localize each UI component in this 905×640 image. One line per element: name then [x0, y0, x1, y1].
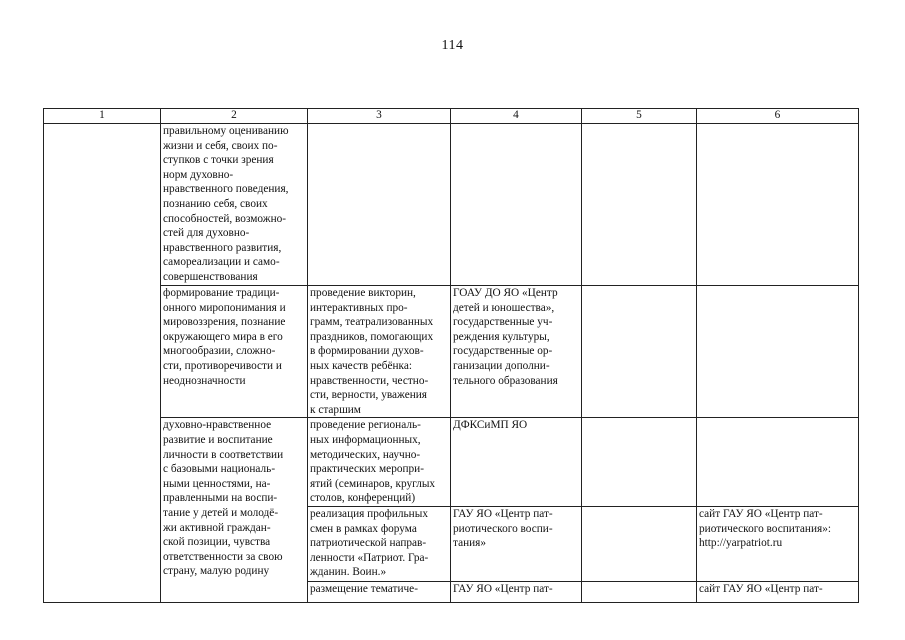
table-cell-col6	[697, 418, 859, 507]
document-table	[43, 108, 859, 603]
table-cell-col5	[582, 418, 697, 507]
table-cell-col5	[582, 581, 697, 602]
table-row	[44, 124, 859, 286]
table-cell-col6: сайт ГАУ ЯО «Центр пат-	[697, 581, 859, 602]
table-cell-col4: ГАУ ЯО «Центр пат- риотического воспи- тания»	[451, 506, 582, 581]
table-cell-col4: ГАУ ЯО «Центр пат-	[451, 581, 582, 602]
table-cell-col6	[697, 124, 859, 286]
table-cell-col3: реализация профильных смен в рамках форума патриотической направ- ленности «Патриот. Гра- жданин. Воин.»	[308, 506, 451, 581]
column-number-5: 5	[582, 109, 697, 124]
table-header-row	[44, 109, 859, 124]
table-cell-col2: правильному оцениванию жизни и себя, своих по- ступков с точки зрения норм духовно- нравственного поведения, познанию себя, своих способностей, возможно- стей для духовно- нравственного развития, самореализации и само- совершенствования	[161, 124, 308, 286]
page-number: 114	[441, 38, 464, 53]
table-cell-col3: проведение викторин, интерактивных про- грамм, театрализованных праздников, помогающих в формировании духов- ных качеств ребёнка: нравственности, честно- сти, верности, уважения к старшим	[308, 286, 451, 418]
table-row	[44, 286, 859, 418]
table-cell-col5	[582, 286, 697, 418]
table-row	[44, 418, 859, 507]
column-number-3: 3	[308, 109, 451, 124]
table-cell-col2: формирование традици- онного миропонимания и мировоззрения, познание окружающего мира в его многообразии, сложно- сти, противоречивости и неоднозначности	[161, 286, 308, 418]
table-cell-col5	[582, 124, 697, 286]
table-cell-col6	[697, 286, 859, 418]
column-number-6: 6	[697, 109, 859, 124]
column-number-2: 2	[161, 109, 308, 124]
table-cell-col3	[308, 124, 451, 286]
table-cell-col1	[44, 124, 161, 603]
table-cell-col3: размещение тематиче-	[308, 581, 451, 602]
column-number-4: 4	[451, 109, 582, 124]
table-cell-col5	[582, 506, 697, 581]
column-number-1: 1	[44, 109, 161, 124]
table-cell-col4: ГОАУ ДО ЯО «Центр детей и юношества», государственные уч- реждения культуры, государственные ор- ганизации дополни- тельного образования	[451, 286, 582, 418]
table-cell-col4: ДФКСиМП ЯО	[451, 418, 582, 507]
table-cell-col3: проведение региональ- ных информационных, методических, научно- практических меропри- ятий (семинаров, круглых столов, конференций)	[308, 418, 451, 507]
table-cell-col2: духовно-нравственное развитие и воспитание личности в соответствии с базовыми националь- ными ценностями, на- правленными на воспи- тание у детей и молодё- жи активной граждан- ской позиции, чувства ответственности за свою страну, малую родину	[161, 418, 308, 603]
table-cell-col4	[451, 124, 582, 286]
table-cell-col6: сайт ГАУ ЯО «Центр пат- риотического воспитания»: http://yarpatriot.ru	[697, 506, 859, 581]
